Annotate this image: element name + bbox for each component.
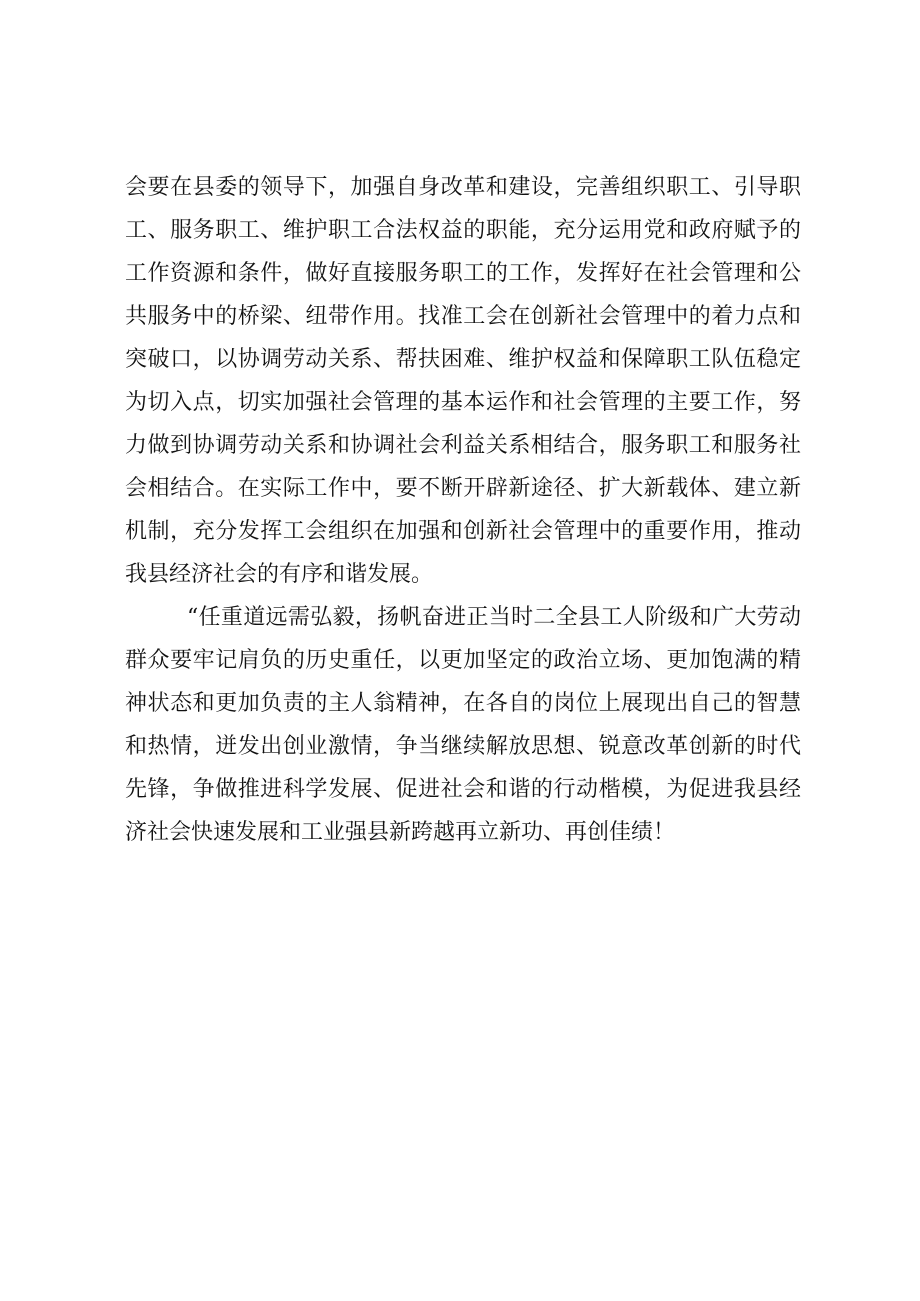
document-body <box>125 166 801 854</box>
paragraph-line: 和热情，迸发出创业激情，争当继续解放思想、锐意改革创新的时代 <box>125 734 801 759</box>
paragraph-2 <box>125 596 801 854</box>
paragraph-line: 力做到协调劳动关系和协调社会利益关系相结合，服务职工和服务社 <box>125 433 801 458</box>
paragraph-line: 先锋，争做推进科学发展、促进社会和谐的行动楷模，为促进我县经 <box>125 777 801 802</box>
paragraph-line: 会要在县委的领导下，加强自身改革和建设，完善组织职工、引导职 <box>125 175 801 200</box>
paragraph-line: 机制，充分发挥工会组织在加强和创新社会管理中的重要作用，推动 <box>125 519 801 544</box>
paragraph-line: 群众要牢记肩负的历史重任，以更加坚定的政治立场、更加饱满的精 <box>125 648 801 673</box>
paragraph-line: 工、服务职工、维护职工合法权益的职能，充分运用党和政府赋予的 <box>125 218 801 243</box>
paragraph-line: 突破口，以协调劳动关系、帮扶困难、维护权益和保障职工队伍稳定 <box>125 347 801 372</box>
paragraph-line: 神状态和更加负责的主人翁精神，在各自的岗位上展现出自己的智慧 <box>125 691 801 716</box>
paragraph-line: 为切入点，切实加强社会管理的基本运作和社会管理的主要工作，努 <box>125 390 801 415</box>
paragraph-line: 共服务中的桥梁、纽带作用。找准工会在创新社会管理中的着力点和 <box>125 304 801 329</box>
paragraph-line: 工作资源和条件，做好直接服务职工的工作，发挥好在社会管理和公 <box>125 261 801 286</box>
paragraph-line: “任重道远需弘毅，扬帆奋进正当时二全县工人阶级和广大劳动 <box>187 605 801 630</box>
paragraph-line: 会相结合。在实际工作中，要不断开辟新途径、扩大新载体、建立新 <box>125 476 801 501</box>
paragraph-line: 我县经济社会的有序和谐发展。 <box>125 562 434 587</box>
paragraph-1 <box>125 166 801 596</box>
paragraph-line: 济社会快速发展和工业强县新跨越再立新功、再创佳绩！ <box>125 820 676 845</box>
